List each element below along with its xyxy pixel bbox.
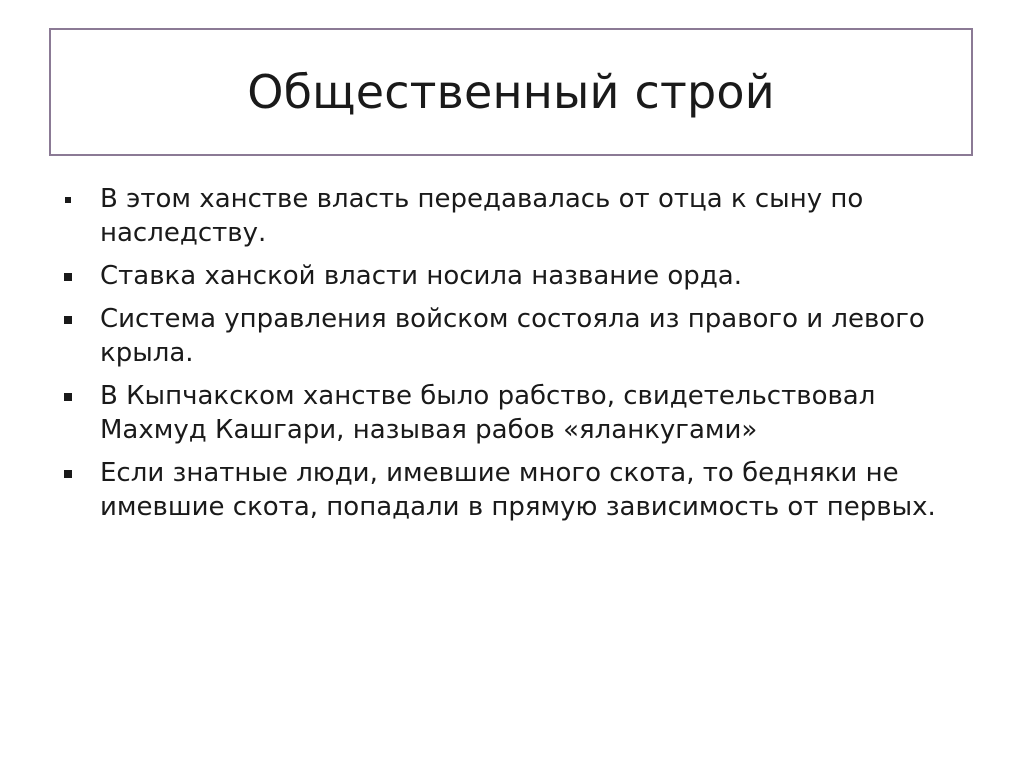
bullet-item	[58, 379, 958, 447]
bullet-item	[58, 182, 958, 250]
bullet-marker-icon	[65, 197, 71, 203]
bullet-text: Ставка ханской власти носила название орда.	[100, 261, 742, 291]
bullet-item	[58, 302, 958, 370]
bullet-marker-icon	[64, 393, 72, 401]
slide-title: Общественный строй	[247, 65, 775, 119]
bullet-item	[58, 259, 958, 293]
bullet-list	[58, 182, 958, 533]
title-box	[49, 28, 973, 156]
bullet-text: В этом ханстве власть передавалась от отца к сыну по наследству.	[100, 184, 864, 248]
bullet-marker-icon	[64, 273, 72, 281]
bullet-marker-icon	[64, 316, 72, 324]
bullet-text: В Кыпчакском ханстве было рабство, свидетельствовал Махмуд Кашгари, называя рабов «яланкугами»	[100, 381, 876, 445]
bullet-text: Система управления войском состояла из правого и левого крыла.	[100, 304, 925, 368]
bullet-text: Если знатные люди, имевшие много скота, то бедняки не имевшие скота, попадали в прямую зависимость от первых.	[100, 458, 936, 522]
bullet-item	[58, 456, 958, 524]
bullet-marker-icon	[64, 470, 72, 478]
